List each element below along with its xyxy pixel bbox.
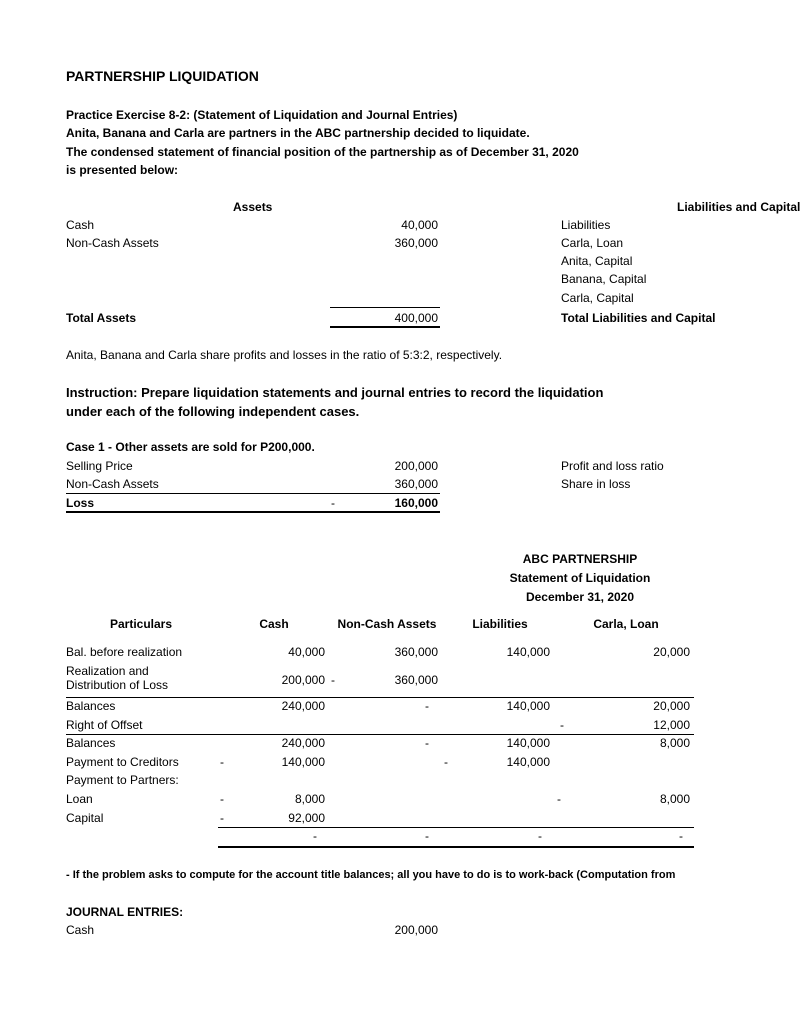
- case1-value-selling: 200,000: [394, 459, 438, 473]
- cell-liabilities: 140,000: [506, 736, 550, 750]
- final-dash-cash: -: [313, 829, 317, 843]
- col-header-liabilities: Liabilities: [472, 617, 528, 631]
- case1-label-selling: Selling Price: [66, 459, 133, 473]
- exercise-line-2: The condensed statement of financial position of the partnership as of December 31, 2020: [66, 145, 579, 159]
- note-text: - If the problem asks to compute for the account title balances; all you have to do is to work-back (Computation from: [66, 869, 676, 881]
- liabilities-header: Liabilities and Capital: [677, 200, 800, 214]
- case1-rule-bottom: [66, 511, 440, 513]
- instruction-line-1: Instruction: Prepare liquidation statements and journal entries to record the liquidation: [66, 385, 604, 400]
- statement-date: December 31, 2020: [525, 590, 635, 604]
- case1-rule-top: [66, 493, 440, 494]
- final-dash-carla-loan: -: [679, 829, 683, 843]
- exercise-heading: Practice Exercise 8-2: (Statement of Liquidation and Journal Entries): [66, 108, 458, 122]
- row-label: Realization and: [66, 664, 149, 678]
- cell-liabilities: 140,000: [506, 755, 550, 769]
- cell-cash: 40,000: [288, 645, 325, 659]
- cell-noncash-dash: -: [425, 699, 429, 713]
- case1-loss-dash: -: [331, 496, 335, 510]
- cell-cash: 240,000: [281, 736, 325, 750]
- case1-loss-label: Loss: [66, 496, 95, 510]
- assets-header: Assets: [233, 200, 273, 214]
- cell-noncash-dash: -: [425, 736, 429, 750]
- row-label: Bal. before realization: [66, 645, 183, 659]
- cell-carla-loan: 20,000: [653, 699, 690, 713]
- col-header-cash: Cash: [259, 617, 289, 631]
- case1-value-noncash: 360,000: [394, 477, 438, 491]
- row-label: Balances: [66, 699, 116, 713]
- cell-carla-loan: 12,000: [653, 718, 690, 732]
- rule-after-realization: [66, 697, 694, 698]
- total-assets-label: Total Assets: [66, 311, 137, 325]
- asset-label-cash: Cash: [66, 218, 95, 232]
- cell-liabilities-dash: -: [557, 792, 561, 806]
- instruction-line-2: under each of the following independent cases.: [66, 404, 360, 419]
- rule-before-final: [218, 827, 694, 828]
- total-rule-bottom: [330, 326, 440, 328]
- exercise-line-3: is presented below:: [66, 163, 179, 177]
- cell-liabilities-dash: -: [560, 718, 564, 732]
- liability-label: Carla, Capital: [561, 291, 634, 305]
- case1-loss-value: 160,000: [394, 496, 438, 510]
- cell-carla-loan: 20,000: [653, 645, 690, 659]
- col-header-carla-loan: Carla, Loan: [593, 617, 659, 631]
- col-header-particulars: Particulars: [109, 617, 173, 631]
- cell-cash-sign: -: [331, 673, 335, 687]
- statement-company: ABC PARTNERSHIP: [522, 552, 638, 566]
- case1-heading: Case 1 - Other assets are sold for P200,000.: [66, 440, 315, 454]
- row-label: Payment to Creditors: [66, 755, 179, 769]
- cell-noncash: 360,000: [394, 645, 438, 659]
- total-liabilities-label: Total Liabilities and Capital: [561, 311, 716, 325]
- liability-label: Anita, Capital: [561, 254, 633, 268]
- exercise-line-1: Anita, Banana and Carla are partners in the ABC partnership decided to liquidate.: [66, 126, 530, 140]
- statement-title: Statement of Liquidation: [509, 571, 651, 585]
- cell-carla-loan: 8,000: [659, 736, 690, 750]
- total-assets-value: 400,000: [394, 311, 438, 325]
- row-label: Right of Offset: [66, 718, 143, 732]
- journal-first-label: Cash: [66, 923, 95, 937]
- ratio-text: Anita, Banana and Carla share profits and losses in the ratio of 5:3:2, respectively.: [66, 348, 503, 362]
- cell-cash-sign: -: [220, 811, 224, 825]
- asset-value-noncash: 360,000: [394, 236, 438, 250]
- liability-label: Carla, Loan: [561, 236, 624, 250]
- cell-cash: 140,000: [281, 755, 325, 769]
- cell-cash: 200,000: [281, 673, 325, 687]
- journal-heading: JOURNAL ENTRIES:: [66, 905, 184, 919]
- row-label: Payment to Partners:: [66, 773, 179, 787]
- case1-label-noncash: Non-Cash Assets: [66, 477, 159, 491]
- case1-right-share: Share in loss: [561, 477, 631, 491]
- cell-cash-sign: -: [220, 755, 224, 769]
- asset-value-cash: 40,000: [401, 218, 438, 232]
- cell-liabilities: 140,000: [506, 699, 550, 713]
- journal-first-value: 200,000: [394, 923, 438, 937]
- rule-final-double: [218, 846, 694, 848]
- final-dash-noncash: -: [425, 829, 429, 843]
- cell-liabilities: 140,000: [506, 645, 550, 659]
- cell-carla-loan: 8,000: [659, 792, 690, 806]
- cell-cash: 92,000: [288, 811, 325, 825]
- cell-noncash-dash: -: [444, 755, 448, 769]
- cell-cash: 240,000: [281, 699, 325, 713]
- row-label: Balances: [66, 736, 116, 750]
- cell-cash-sign: -: [220, 792, 224, 806]
- case1-right-ratio: Profit and loss ratio: [561, 459, 664, 473]
- rule-after-offset: [66, 734, 694, 735]
- row-label: Loan: [66, 792, 93, 806]
- row-label: Capital: [66, 811, 104, 825]
- total-rule-top: [330, 307, 440, 308]
- page-title: PARTNERSHIP LIQUIDATION: [66, 68, 259, 84]
- row-label: Distribution of Loss: [66, 678, 169, 692]
- liability-label: Liabilities: [561, 218, 611, 232]
- asset-label-noncash: Non-Cash Assets: [66, 236, 159, 250]
- final-dash-liabilities: -: [538, 829, 542, 843]
- cell-cash: 8,000: [294, 792, 325, 806]
- cell-noncash: 360,000: [394, 673, 438, 687]
- col-header-noncash: Non-Cash Assets: [337, 617, 437, 631]
- liability-label: Banana, Capital: [561, 272, 647, 286]
